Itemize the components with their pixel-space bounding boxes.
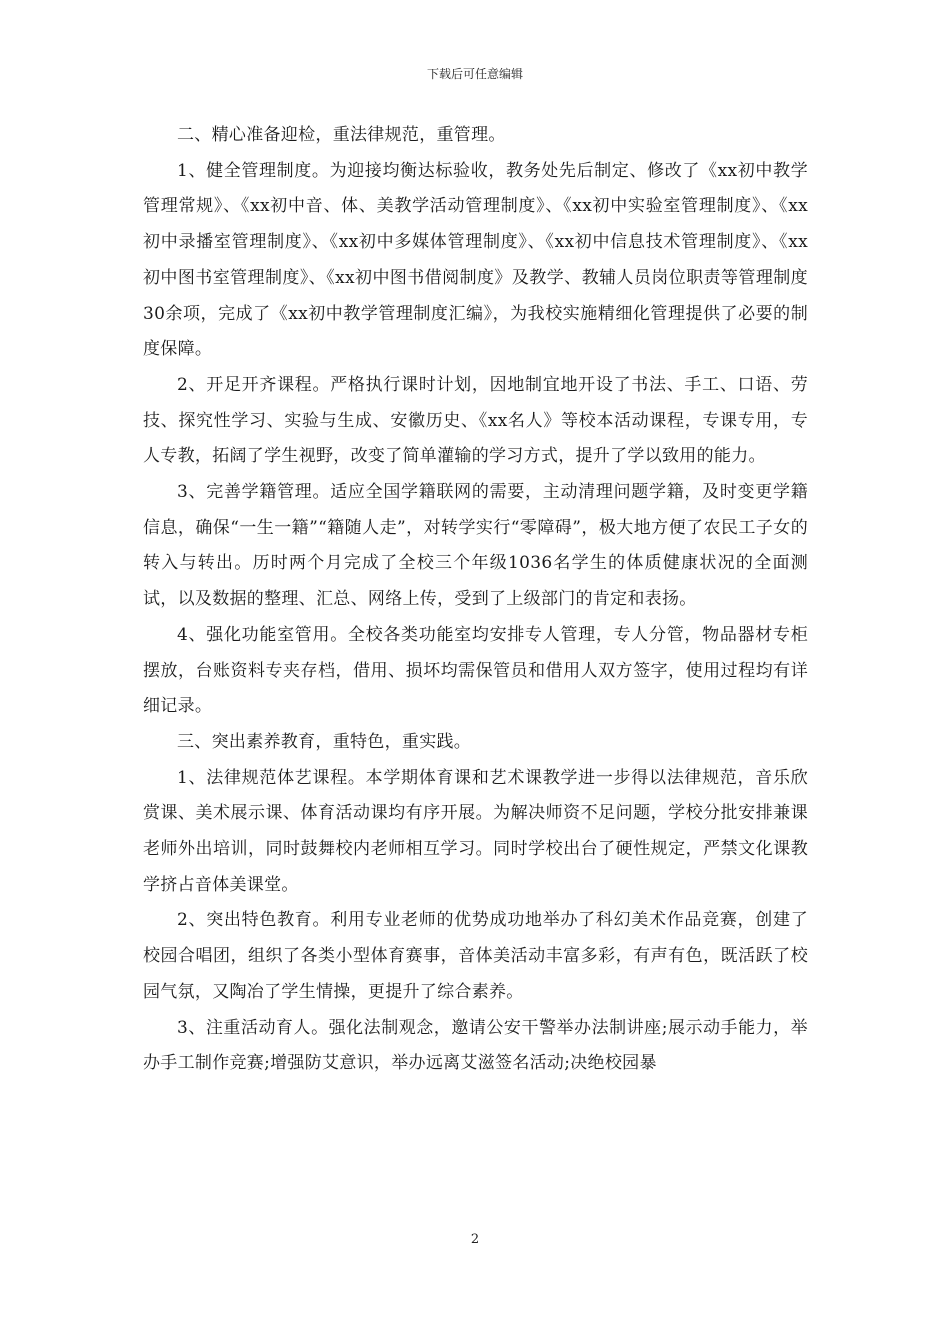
paragraph-courses: 2、开足开齐课程。严格执行课时计划，因地制宜地开设了书法、手工、口语、劳技、探究性学习、实验与生成、安徽历史、《xx名人》等校本活动课程，专课专用，专人专教，拓阔了学生视野，改变了简单灌输的学习方式，提升了学以致用的能力。 bbox=[143, 374, 808, 467]
paragraph-student-records: 3、完善学籍管理。适应全国学籍联网的需要，主动清理问题学籍，及时变更学籍信息，确保“一生一籍”“籍随人走”，对转学实行“零障碍”，极大地方便了农民工子女的转入与转出。历时两个月完成了全校三个年级1036名学生的体质健康状况的全面测试，以及数据的整理、汇总、网络上传，受到了上级部门的肯定和表扬。 bbox=[143, 482, 808, 610]
paragraph-management-system: 1、健全管理制度。为迎接均衡达标验收，教务处先后制定、修改了《xx初中教学管理常规》、《xx初中音、体、美教学活动管理制度》、《xx初中实验室管理制度》、《xx初中录播室管理制度》、《xx初中多媒体管理制度》、《xx初中信息技术管理制度》、《xx初中图书室管理制度》、《xx初中图书借阅制度》及教学、教辅人员岗位职责等管理制度30余项，完成了《xx初中教学管理制度汇编》，为我校实施精细化管理提供了必要的制度保障。 bbox=[143, 160, 808, 360]
section-heading-3: 三、突出素养教育，重特色，重实践。 bbox=[177, 731, 472, 752]
paragraph-sports-arts: 1、法律规范体艺课程。本学期体育课和艺术课教学进一步得以法律规范，音乐欣赏课、美术展示课、体育活动课均有序开展。为解决师资不足问题，学校分批安排兼课老师外出培训，同时鼓舞校内老师相互学习。同时学校出台了硬性规定，严禁文化课教学挤占音体美课堂。 bbox=[143, 767, 808, 895]
paragraph-activities: 3、注重活动育人。强化法制观念，邀请公安干警举办法制讲座;展示动手能力，举办手工制作竞赛;增强防艾意识，举办远离艾滋签名活动;决绝校园暴 bbox=[143, 1017, 808, 1074]
page-header: 下载后可任意编辑 bbox=[426, 67, 523, 81]
paragraph-special-education: 2、突出特色教育。利用专业老师的优势成功地举办了科幻美术作品竞赛，创建了校园合唱团，组织了各类小型体育赛事，音体美活动丰富多彩，有声有色，既活跃了校园气氛，又陶冶了学生情操，更提升了综合素养。 bbox=[143, 910, 808, 1002]
section-heading-2: 二、精心准备迎检，重法律规范，重管理。 bbox=[177, 125, 506, 145]
paragraph-function-rooms: 4、强化功能室管用。全校各类功能室均安排专人管理，专人分管，物品器材专柜摆放，台账资料专夹存档，借用、损坏均需保管员和借用人双方签字，使用过程均有详细记录。 bbox=[143, 624, 808, 717]
page-number: 2 bbox=[470, 1232, 480, 1247]
document-body bbox=[143, 118, 808, 1082]
